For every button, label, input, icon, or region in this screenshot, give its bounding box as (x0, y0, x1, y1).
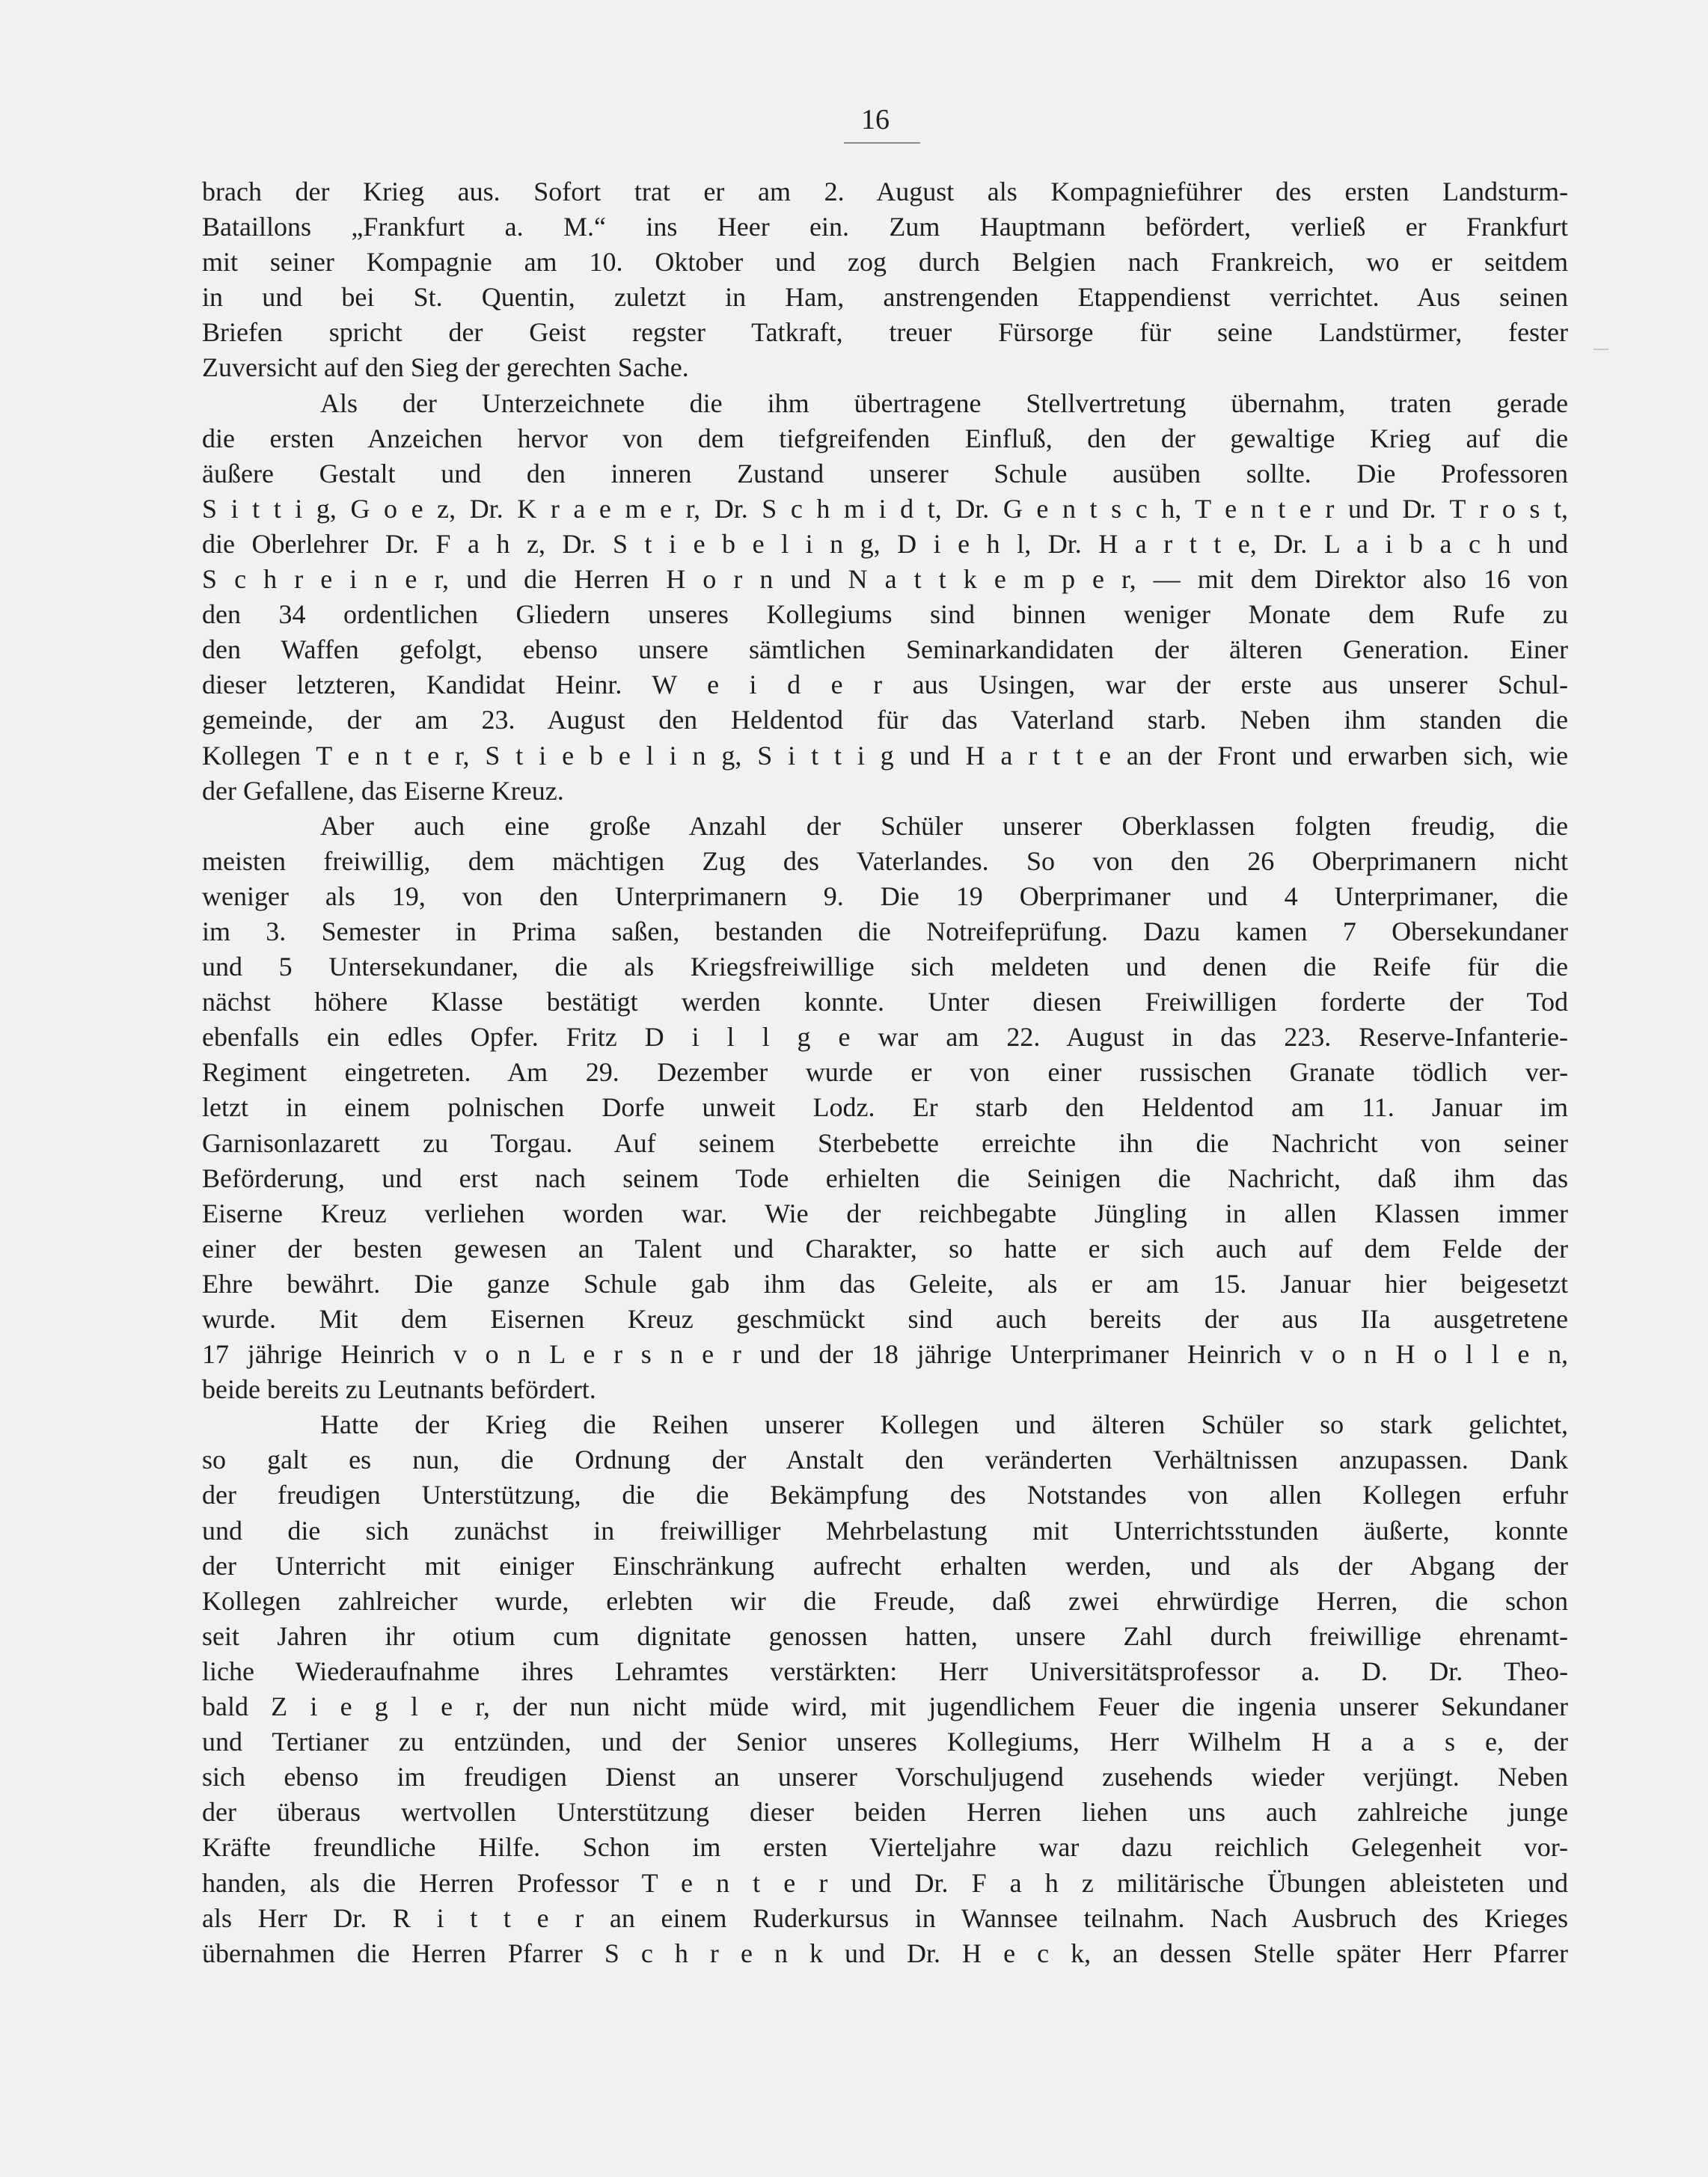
text-line: mit seiner Kompagnie am 10. Oktober und zog durch Belgien nach Frankreich, wo er seitdem (202, 247, 1568, 278)
text-line: die Oberlehrer Dr. F a h z, Dr. S t i e b e l i n g, D i e h l, Dr. H a r t t e, Dr. L a i b a c h und (202, 528, 1568, 559)
text-line: letzt in einem polnischen Dorfe unweit Lodz. Er starb den Heldentod am 11. Januar im (202, 1092, 1568, 1123)
text-line: der Unterricht mit einiger Einschränkung aufrecht erhalten werden, und als der Abgang der (202, 1550, 1568, 1581)
text-line: der Gefallene, das Eiserne Kreuz. (202, 775, 564, 806)
text-line: S c h r e i n e r, und die Herren H o r n und N a t t k e m p e r, — mit dem Direktor also 16 von (202, 564, 1568, 595)
text-line: nächst höhere Klasse bestätigt werden konnte. Unter diesen Freiwilligen forderte der Tod (202, 987, 1568, 1017)
text-line: Kräfte freundliche Hilfe. Schon im ersten Vierteljahre war dazu reichlich Gelegenheit vor- (202, 1832, 1568, 1863)
text-line: Garnisonlazarett zu Torgau. Auf seinem Sterbebette erreichte ihn die Nachricht von seiner (202, 1127, 1568, 1158)
text-line: der überaus wertvollen Unterstützung dieser beiden Herren liehen uns auch zahlreiche junge (202, 1797, 1568, 1828)
text-line: ebenfalls ein edles Opfer. Fritz D i l l g e war am 22. August in das 223. Reserve-Infanterie- (202, 1022, 1568, 1053)
text-line: den Waffen gefolgt, ebenso unsere sämtlichen Seminarkandidaten der älteren Generation. Einer (202, 634, 1568, 665)
text-line: Kollegen T e n t e r, S t i e b e l i n g, S i t t i g und H a r t t e an der Front und erwarben sich, wie (202, 740, 1568, 771)
text-line: sich ebenso im freudigen Dienst an unserer Vorschuljugend zusehends wieder verjüngt. Neben (202, 1762, 1568, 1792)
text-line: und 5 Untersekundaner, die als Kriegsfreiwillige sich meldeten und denen die Reife für die (202, 952, 1568, 982)
text-line: der freudigen Unterstützung, die die Bekämpfung des Notstandes von allen Kollegen erfuhr (202, 1480, 1568, 1510)
text-line: Als der Unterzeichnete die ihm übertragene Stellvertretung übernahm, traten gerade (320, 388, 1568, 418)
page-number: 16 (861, 104, 890, 135)
text-line: einer der besten gewesen an Talent und Charakter, so hatte er sich auch auf dem Felde der (202, 1233, 1568, 1264)
text-line: wurde. Mit dem Eisernen Kreuz geschmückt sind auch bereits der aus IIa ausgetretene (202, 1304, 1568, 1334)
text-line: so galt es nun, die Ordnung der Anstalt den veränderten Verhältnissen anzupassen. Dank (202, 1445, 1568, 1475)
text-line: Briefen spricht der Geist regster Tatkraft, treuer Fürsorge für seine Landstürmer, fester (202, 317, 1568, 348)
text-line: Hatte der Krieg die Reihen unserer Kollegen und älteren Schüler so stark gelichtet, (320, 1409, 1568, 1440)
text-line: handen, als die Herren Professor T e n t e r und Dr. F a h z militärische Übungen ableisteten und (202, 1867, 1568, 1898)
page-number-rule (844, 142, 920, 144)
text-line: liche Wiederaufnahme ihres Lehramtes verstärkten: Herr Universitätsprofessor a. D. Dr. Theo- (202, 1656, 1568, 1686)
text-line: und Tertianer zu entzünden, und der Senior unseres Kollegiums, Herr Wilhelm H a a s e, der (202, 1727, 1568, 1757)
text-line: Eiserne Kreuz verliehen worden war. Wie der reichbegabte Jüngling in allen Klassen immer (202, 1198, 1568, 1228)
text-line: als Herr Dr. R i t t e r an einem Ruderkursus in Wannsee teilnahm. Nach Ausbruch des Krieges (202, 1902, 1568, 1933)
text-line: übernahmen die Herren Pfarrer S c h r e n k und Dr. H e c k, an dessen Stelle später Herr Pfarrer (202, 1938, 1568, 1968)
text-line: weniger als 19, von den Unterprimanern 9. Die 19 Oberprimaner und 4 Unterprimaner, die (202, 881, 1568, 911)
text-line: in und bei St. Quentin, zuletzt in Ham, anstrengenden Etappendienst verrichtet. Aus seinen (202, 282, 1568, 313)
text-line: Zuversicht auf den Sieg der gerechten Sache. (202, 352, 689, 383)
text-line: Kollegen zahlreicher wurde, erlebten wir die Freude, daß zwei ehrwürdige Herren, die schon (202, 1585, 1568, 1616)
text-line: Regiment eingetreten. Am 29. Dezember wurde er von einer russischen Granate tödlich ver- (202, 1057, 1568, 1088)
text-line: und die sich zunächst in freiwilliger Mehrbelastung mit Unterrichtsstunden äußerte, konnte (202, 1515, 1568, 1546)
scan-mark (1594, 349, 1608, 350)
text-line: seit Jahren ihr otium cum dignitate genossen hatten, unsere Zahl durch freiwillige ehrenamt- (202, 1620, 1568, 1651)
document-body (202, 174, 1568, 1971)
text-line: bald Z i e g l e r, der nun nicht müde wird, mit jugendlichem Feuer die ingenia unserer Sekundaner (202, 1691, 1568, 1722)
text-line: Beförderung, und erst nach seinem Tode erhielten die Seinigen die Nachricht, daß ihm das (202, 1163, 1568, 1193)
text-line: brach der Krieg aus. Sofort trat er am 2. August als Kompagnieführer des ersten Landsturm- (202, 177, 1568, 206)
text-line: dieser letzteren, Kandidat Heinr. W e i d e r aus Usingen, war der erste aus unserer Schul- (202, 670, 1568, 700)
text-line: Ehre bewährt. Die ganze Schule gab ihm das Geleite, als er am 15. Januar hier beigesetzt (202, 1268, 1568, 1299)
text-line: gemeinde, der am 23. August den Heldentod für das Vaterland starb. Neben ihm standen die (202, 705, 1568, 735)
text-line: 17 jährige Heinrich v o n L e r s n e r und der 18 jährige Unterprimaner Heinrich v o n H o l l e n, (202, 1339, 1568, 1370)
text-line: Bataillons „Frankfurt a. M.“ ins Heer ein. Zum Hauptmann befördert, verließ er Frankfurt (202, 212, 1568, 242)
text-line: meisten freiwillig, dem mächtigen Zug des Vaterlandes. So von den 26 Oberprimanern nicht (202, 845, 1568, 876)
text-line: den 34 ordentlichen Gliedern unseres Kollegiums sind binnen weniger Monate dem Rufe zu (202, 599, 1568, 630)
text-line: im 3. Semester in Prima saßen, bestanden die Notreifeprüfung. Dazu kamen 7 Obersekundaner (202, 916, 1568, 946)
text-line: beide bereits zu Leutnants befördert. (202, 1374, 596, 1405)
text-line: äußere Gestalt und den inneren Zustand unserer Schule ausüben sollte. Die Professoren (202, 458, 1568, 489)
text-line: Aber auch eine große Anzahl der Schüler unserer Oberklassen folgten freudig, die (320, 810, 1568, 841)
text-line: die ersten Anzeichen hervor von dem tiefgreifenden Einfluß, den der gewaltige Krieg auf die (202, 423, 1568, 453)
text-line: S i t t i g, G o e z, Dr. K r a e m e r, Dr. S c h m i d t, Dr. G e n t s c h, T e n t e r und Dr. T r o s t, (202, 493, 1568, 524)
